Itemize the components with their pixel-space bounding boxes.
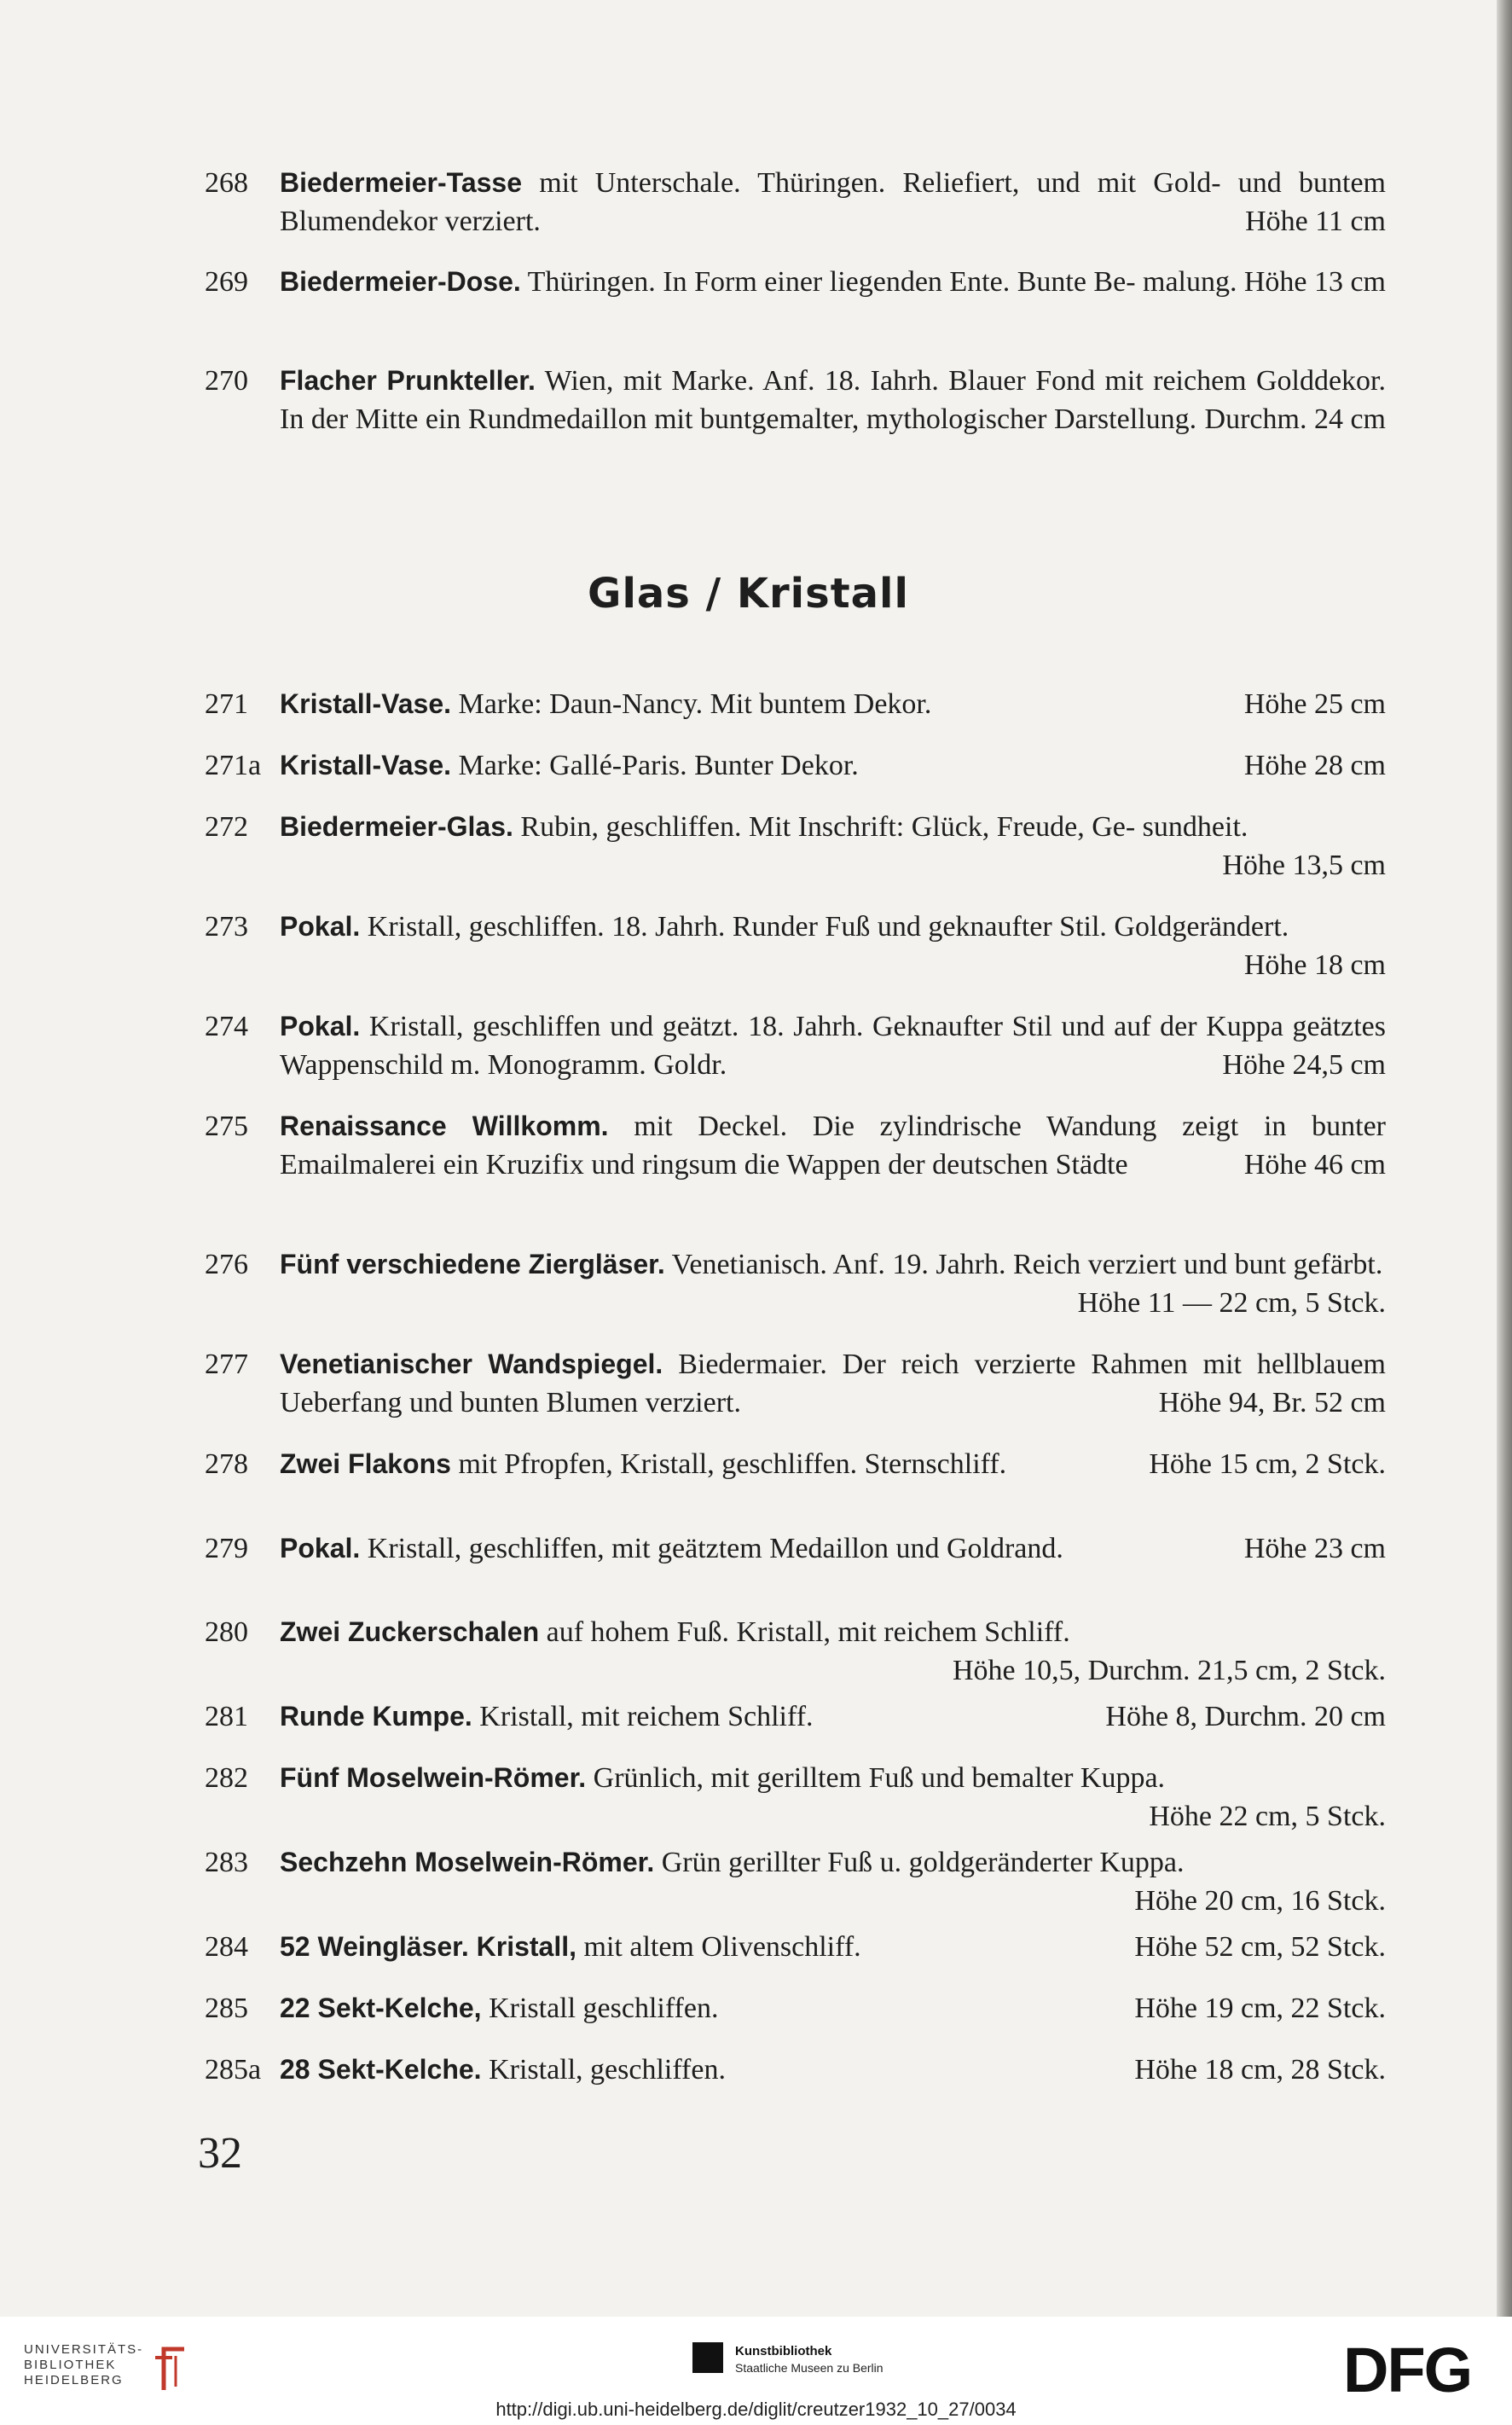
entry-description: Kristall, geschliffen, mit geätztem Medaillon und Goldrand. [360, 1533, 1063, 1564]
entry-description: mit altem Olivenschliff. [576, 1931, 861, 1963]
entry-description: Venetianisch. Anf. 19. Jahrh. Reich verziert und bunt gefärbt. [664, 1249, 1383, 1280]
entry-number: 269 [205, 266, 248, 298]
entry-title: Renaissance Willkomm. [280, 1111, 609, 1141]
entry-title: Biedermeier-Tasse [280, 167, 522, 198]
partner-name: Kunstbibliothek [735, 2344, 832, 2358]
entry-body [280, 164, 1386, 241]
entry-body [280, 808, 1386, 885]
viewer-footer [0, 2317, 1512, 2425]
entry-number: 271a [205, 750, 262, 781]
entry-dimensions: Höhe 25 cm [1243, 688, 1386, 720]
catalog-entry [205, 1345, 1386, 1422]
partner-emblem-icon [692, 2342, 723, 2373]
entry-description: Kristall, geschliffen. [481, 2054, 726, 2086]
entry-title: 22 Sekt-Kelche, [280, 1993, 482, 2023]
catalog-entry [205, 362, 1386, 438]
entry-body [280, 746, 1386, 785]
entry-description: mit Unterschale. Thüringen. Reliefiert, und mit Gold- und buntem Blumendekor verziert. [280, 167, 1386, 237]
entry-dimensions: Höhe 13,5 cm [1222, 850, 1386, 881]
entry-description: Kristall geschliffen. [481, 1993, 719, 2024]
entry-dimensions: Höhe 15 cm, 2 Stck. [1149, 1448, 1386, 1480]
library-mark-icon [150, 2344, 194, 2395]
entry-number: 275 [205, 1111, 248, 1142]
entry-body [280, 1697, 1386, 1736]
entry-dimensions: Höhe 11 — 22 cm, 5 Stck. [1077, 1287, 1386, 1319]
entry-dimensions: Höhe 20 cm, 16 Stck. [1134, 1885, 1386, 1917]
entry-number: 276 [205, 1249, 248, 1280]
catalog-entry [205, 1759, 1386, 1836]
entry-description: Thüringen. In Form einer liegenden Ente. Bunte Be- malung. [520, 266, 1237, 298]
entry-description: Grün gerillter Fuß u. goldgeränderter Kuppa. [654, 1847, 1185, 1878]
source-url-link[interactable]: http://digi.ub.uni-heidelberg.de/diglit/creutzer1932_10_27/0034 [495, 2399, 1017, 2420]
entry-title: Fünf verschiedene Ziergläser. [280, 1249, 665, 1279]
entry-title: Venetianischer Wandspiegel. [280, 1349, 663, 1379]
entry-number: 283 [205, 1847, 248, 1878]
entry-body [280, 1445, 1386, 1483]
entry-description: Marke: Daun-Nancy. Mit buntem Dekor. [451, 688, 932, 720]
catalog-entry [205, 808, 1386, 885]
entry-number: 270 [205, 365, 248, 397]
section-heading: Glas / Kristall [588, 570, 909, 618]
catalog-entry [205, 908, 1386, 984]
entry-dimensions: Höhe 28 cm [1243, 750, 1386, 781]
entry-body [280, 1245, 1386, 1322]
entry-body [280, 1928, 1386, 1966]
entry-body [280, 1007, 1386, 1084]
catalog-entry [205, 1445, 1386, 1483]
entry-description: auf hohem Fuß. Kristall, mit reichem Schliff. [539, 1616, 1070, 1648]
entry-body [280, 362, 1386, 438]
catalog-entry [205, 1613, 1386, 1690]
entry-description: Grünlich, mit gerilltem Fuß und bemalter Kuppa. [586, 1762, 1166, 1794]
entry-title: Pokal. [280, 911, 361, 942]
entry-description: mit Pfropfen, Kristall, geschliffen. Sternschliff. [450, 1448, 1007, 1480]
entry-dimensions: Höhe 23 cm [1243, 1533, 1386, 1564]
catalog-entry [205, 1843, 1386, 1920]
dfg-logo[interactable]: DFG [1343, 2335, 1472, 2405]
library-line: UNIVERSITÄTS- [24, 2342, 144, 2357]
entry-body [280, 1759, 1386, 1836]
page-number: 32 [198, 2129, 242, 2178]
entry-body [280, 1989, 1386, 2028]
catalog-entry [205, 1928, 1386, 1966]
entry-number: 284 [205, 1931, 248, 1963]
entry-title: Zwei Zuckerschalen [280, 1616, 540, 1647]
entry-dimensions: Höhe 18 cm, 28 Stck. [1134, 2054, 1386, 2086]
entry-dimensions: Höhe 11 cm [1245, 206, 1386, 237]
entry-body [280, 1529, 1386, 1568]
entry-body [280, 685, 1386, 723]
entry-body [280, 1613, 1386, 1690]
entry-body [280, 1107, 1386, 1184]
catalog-entry [205, 1529, 1386, 1568]
entry-number: 279 [205, 1533, 248, 1564]
entry-number: 278 [205, 1448, 248, 1480]
entry-number: 285a [205, 2054, 262, 2086]
catalog-entry [205, 746, 1386, 785]
catalog-entry [205, 1697, 1386, 1736]
catalog-entry [205, 2051, 1386, 2089]
entry-description: Rubin, geschliffen. Mit Inschrift: Glück, Freude, Ge- sundheit. [513, 811, 1248, 843]
entry-dimensions: Höhe 94, Br. 52 cm [1158, 1387, 1386, 1418]
entry-number: 271 [205, 688, 248, 720]
catalog-entry [205, 1007, 1386, 1084]
entry-number: 272 [205, 811, 248, 843]
entry-number: 285 [205, 1993, 248, 2024]
entry-title: Biedermeier-Dose. [280, 266, 521, 297]
entry-description: Wien, mit Marke. Anf. 18. Iahrh. Blauer Fond mit reichem Golddekor. In der Mitte ein Rundmedaillon mit buntgemalter, mythologischer Darstellung. [280, 365, 1386, 435]
entry-title: Kristall-Vase. [280, 688, 451, 719]
entry-dimensions: Höhe 22 cm, 5 Stck. [1149, 1801, 1386, 1832]
entry-title: Pokal. [280, 1533, 361, 1563]
entry-dimensions: Höhe 10,5, Durchm. 21,5 cm, 2 Stck. [952, 1655, 1386, 1686]
entry-title: Flacher Prunkteller. [280, 365, 536, 396]
entry-body [280, 263, 1386, 301]
entry-dimensions: Höhe 13 cm [1243, 266, 1386, 298]
entry-dimensions: Höhe 19 cm, 22 Stck. [1134, 1993, 1386, 2024]
entry-dimensions: Höhe 52 cm, 52 Stck. [1134, 1931, 1386, 1963]
entry-title: 28 Sekt-Kelche. [280, 2054, 482, 2085]
entry-title: Biedermeier-Glas. [280, 811, 513, 842]
partner-subtitle: Staatliche Museen zu Berlin [735, 2361, 883, 2375]
entry-description: Biedermaier. Der reich verzierte Rahmen mit hellblauem Ueberfang und bunten Blumen verziert. [280, 1349, 1386, 1418]
library-line: BIBLIOTHEK [24, 2358, 117, 2372]
entry-body [280, 908, 1386, 984]
catalog-entry [205, 1989, 1386, 2028]
entry-title: Zwei Flakons [280, 1448, 451, 1479]
entry-body [280, 2051, 1386, 2089]
entry-number: 281 [205, 1701, 248, 1732]
entry-number: 280 [205, 1616, 248, 1648]
entry-dimensions: Höhe 8, Durchm. 20 cm [1105, 1701, 1386, 1732]
entry-dimensions: Höhe 24,5 cm [1222, 1049, 1386, 1081]
entry-number: 273 [205, 911, 248, 943]
entry-dimensions: Höhe 18 cm [1243, 949, 1386, 981]
entry-description: mit Deckel. Die zylindrische Wandung zeigt in bunter Emailmalerei ein Kruzifix und ringsum die Wappen der deutschen Städte [280, 1111, 1386, 1181]
scan-edge-shadow [1497, 0, 1512, 2317]
entry-body [280, 1345, 1386, 1422]
entry-number: 268 [205, 167, 248, 199]
catalog-entry [205, 685, 1386, 723]
entry-description: Kristall, geschliffen und geätzt. 18. Jahrh. Geknaufter Stil und auf der Kuppa geätztes Wappenschild m. Monogramm. Goldr. [280, 1011, 1386, 1081]
entry-description: Kristall, geschliffen. 18. Jahrh. Runder Fuß und geknaufter Stil. Goldgerändert. [360, 911, 1289, 943]
entry-number: 282 [205, 1762, 248, 1794]
library-line: HEIDELBERG [24, 2373, 124, 2387]
entry-description: Marke: Gallé-Paris. Bunter Dekor. [451, 750, 859, 781]
entry-title: Sechzehn Moselwein-Römer. [280, 1847, 655, 1877]
entry-dimensions: Durchm. 24 cm [1204, 403, 1386, 435]
entry-title: Fünf Moselwein-Römer. [280, 1762, 587, 1793]
entry-number: 274 [205, 1011, 248, 1042]
entry-description: Kristall, mit reichem Schliff. [472, 1701, 814, 1732]
entry-number: 277 [205, 1349, 248, 1380]
entry-title: Pokal. [280, 1011, 361, 1041]
entry-dimensions: Höhe 46 cm [1243, 1149, 1386, 1181]
entry-title: 52 Weingläser. Kristall, [280, 1931, 577, 1962]
entry-body [280, 1843, 1386, 1920]
catalog-entry [205, 1245, 1386, 1322]
catalog-entry [205, 1107, 1386, 1184]
catalog-entry [205, 164, 1386, 241]
entry-title: Kristall-Vase. [280, 750, 451, 780]
catalog-entry [205, 263, 1386, 301]
entry-title: Runde Kumpe. [280, 1701, 472, 1732]
